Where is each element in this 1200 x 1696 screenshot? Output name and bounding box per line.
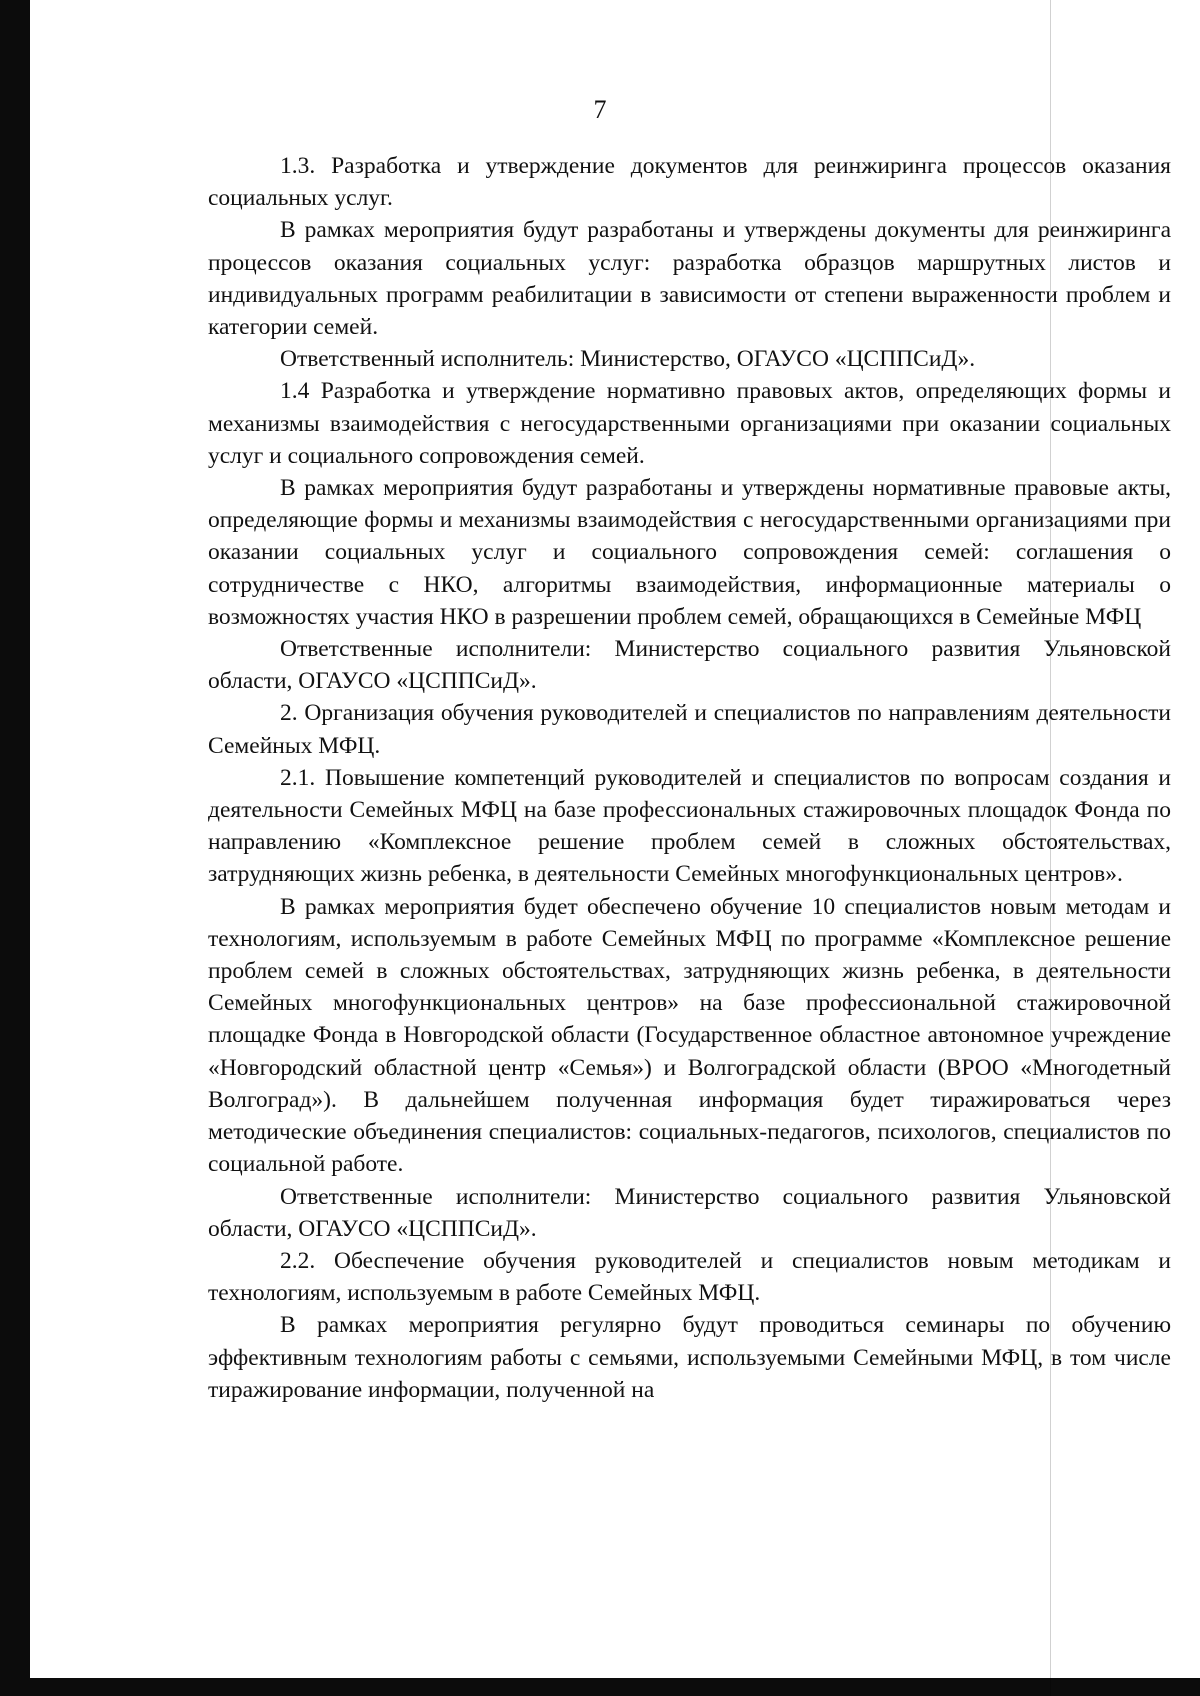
paragraph-2-1-heading: 2.1. Повышение компетенций руководителей и специалистов по вопросам создания и деятельности Семейных МФЦ на базе профессиональных стажировочных площадок Фонда по направлению «Комплексное решение проблем семей в сложных обстоятельствах, затрудняющих жизнь ребенка, в деятельности Семейных многофункциональных центров». — [208, 764, 1171, 888]
page-number: 7 — [593, 95, 607, 124]
responsible-executors: Ответственные исполнители: Министерство социального развития Ульяновской области, ОГАУСО «ЦСППСиД». — [208, 636, 1171, 695]
responsible-executors: Ответственные исполнители: Министерство социального развития Ульяновской области, ОГАУСО «ЦСППСиД». — [208, 1183, 1171, 1242]
paragraph: В рамках мероприятия регулярно будут проводиться семинары по обучению эффективным технологиям работы с семьями, используемыми Семейными МФЦ, в том числе тиражирование информации, полученной на — [208, 1312, 1171, 1403]
document-body — [208, 150, 1171, 1406]
scan-border-bottom — [0, 1678, 1200, 1696]
paragraph-2-2-heading: 2.2. Обеспечение обучения руководителей и специалистов новым методикам и технологиям, используемым в работе Семейных МФЦ. — [208, 1247, 1171, 1307]
paragraph: В рамках мероприятия будут разработаны и утверждены нормативные правовые акты, определяющие формы и механизмы взаимодействия с негосударственными организациями при оказании социальных услуг и социального сопровождения семей: соглашения о сотрудничестве с НКО, алгоритмы взаимодействия, информационные материалы о возможностях участия НКО в разрешении проблем семей, обращающихся в Семейные МФЦ — [208, 475, 1171, 630]
responsible-executor: Ответственный исполнитель: Министерство, ОГАУСО «ЦСППСиД». — [280, 346, 976, 373]
scan-border-left — [0, 0, 30, 1696]
paragraph-2-heading: 2. Организация обучения руководителей и специалистов по направлениям деятельности Семейных МФЦ. — [208, 700, 1171, 759]
paragraph-1-4-heading: 1.4 Разработка и утверждение нормативно правовых актов, определяющих формы и механизмы взаимодействия с негосударственными организациями при оказании социальных услуг и социального сопровождения семей. — [208, 378, 1171, 469]
paragraph: В рамках мероприятия будет обеспечено обучение 10 специалистов новым методам и технологиям, используемым в работе Семейных МФЦ по программе «Комплексное решение проблем семей в сложных обстоятельствах, затрудняющих жизнь ребенка, в деятельности Семейных многофункциональных центров» на базе профессиональной стажировочной площадке Фонда в Новгородской области (Государственное областное автономное учреждение «Новгородский областной центр «Семья») и Волгоградской области (ВРОО «Многодетный Волгоград»). В дальнейшем полученная информация будет тиражироваться через методические объединения специалистов: социальных-педагогов, психологов, специалистов по социальной работе. — [208, 893, 1171, 1178]
paragraph-1-3-heading: 1.3. Разработка и утверждение документов для реинжиринга процессов оказания социальных услуг. — [208, 153, 1171, 212]
paragraph: В рамках мероприятия будут разработаны и утверждены документы для реинжиринга процессов оказания социальных услуг: разработка образцов маршрутных листов и индивидуальных программ реабилитации в зависимости от степени выраженности проблем и категории семей. — [208, 217, 1171, 341]
